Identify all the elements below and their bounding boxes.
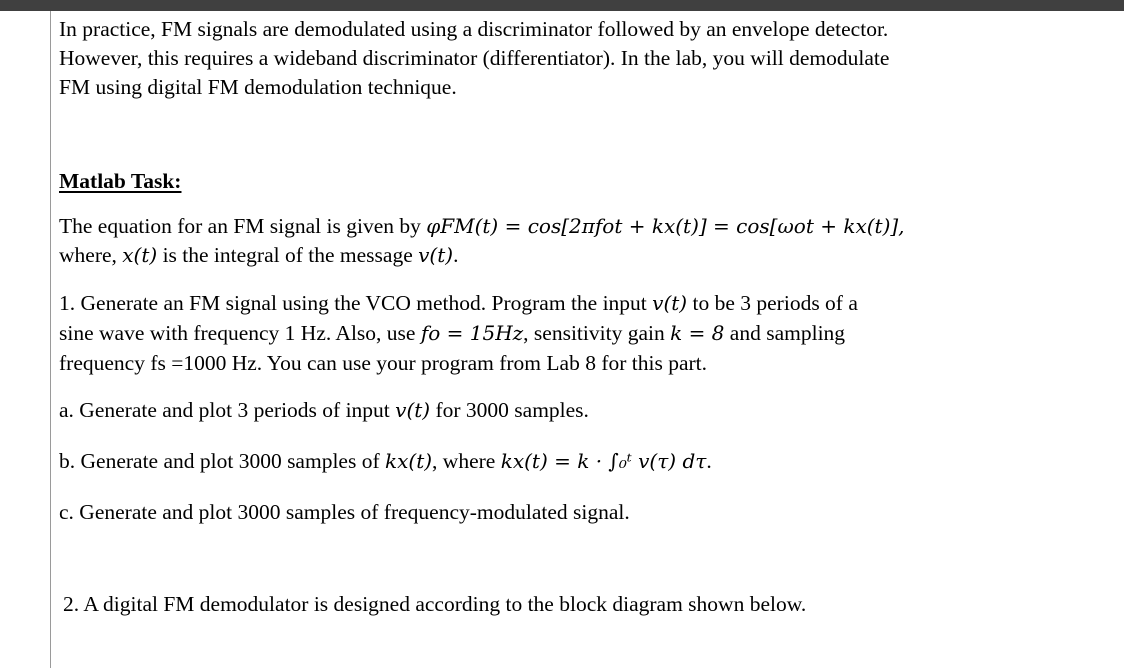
sub-b-equation: kx(t) = k · ∫₀ᵗ v(τ) dτ xyxy=(500,449,707,473)
where-text-a: where, xyxy=(59,243,123,267)
item1-line-2 xyxy=(59,318,845,348)
item1-text-e: and sampling xyxy=(724,321,846,345)
item1-line-1 xyxy=(59,288,858,318)
item1-k: k = 8 xyxy=(670,321,725,345)
intro-line-3: FM using digital FM demodulation technique. xyxy=(59,75,457,99)
sub-b-text-3: . xyxy=(706,449,712,473)
sub-a-v: v(t) xyxy=(395,398,431,422)
item1-text-a: 1. Generate an FM signal using the VCO method. Program the input xyxy=(59,291,653,315)
fm-where-line xyxy=(59,240,458,270)
where-text-b: is the integral of the message xyxy=(157,243,419,267)
item1-text-d: , sensitivity gain xyxy=(523,321,671,345)
intro-line-1: In practice, FM signals are demodulated using a discriminator followed by an envelope detector. xyxy=(59,17,889,41)
sub-c-line: c. Generate and plot 3000 samples of frequency-modulated signal. xyxy=(59,500,630,524)
item1-v: v(t) xyxy=(652,291,688,315)
fm-equation-line xyxy=(59,211,905,241)
item2-line: 2. A digital FM demodulator is designed according to the block diagram shown below. xyxy=(63,592,807,616)
sub-a-text-2: for 3000 samples. xyxy=(430,398,589,422)
sub-b-text-2: , where xyxy=(432,449,501,473)
sub-a-text-1: a. Generate and plot 3 periods of input xyxy=(59,398,396,422)
sub-b-line xyxy=(59,446,712,476)
item1-line-3: frequency fs =1000 Hz. You can use your program from Lab 8 for this part. xyxy=(59,351,708,375)
intro-line-2: However, this requires a wideband discriminator (differentiator). In the lab, you will demodulate xyxy=(59,46,890,70)
where-v: v(t) xyxy=(418,243,454,267)
where-text-c: . xyxy=(453,243,459,267)
sub-b-text-1: b. Generate and plot 3000 samples of xyxy=(59,449,385,473)
task-heading: Matlab Task: xyxy=(59,169,182,193)
item1-text-b: to be 3 periods of a xyxy=(687,291,858,315)
item1-fo: fo = 15Hz xyxy=(420,321,524,345)
window-top-bar xyxy=(0,0,1124,11)
item1-text-c: sine wave with frequency 1 Hz. Also, use xyxy=(59,321,421,345)
fm-equation-text: The equation for an FM signal is given by xyxy=(59,214,427,238)
page-margin-line xyxy=(50,11,51,668)
where-x: x(t) xyxy=(122,243,158,267)
fm-equation: φFM(t) = cos[2πfot + kx(t)] = cos[ωot + kx(t)], xyxy=(426,214,905,238)
sub-b-kx: kx(t) xyxy=(385,449,433,473)
sub-a-line xyxy=(59,395,589,425)
